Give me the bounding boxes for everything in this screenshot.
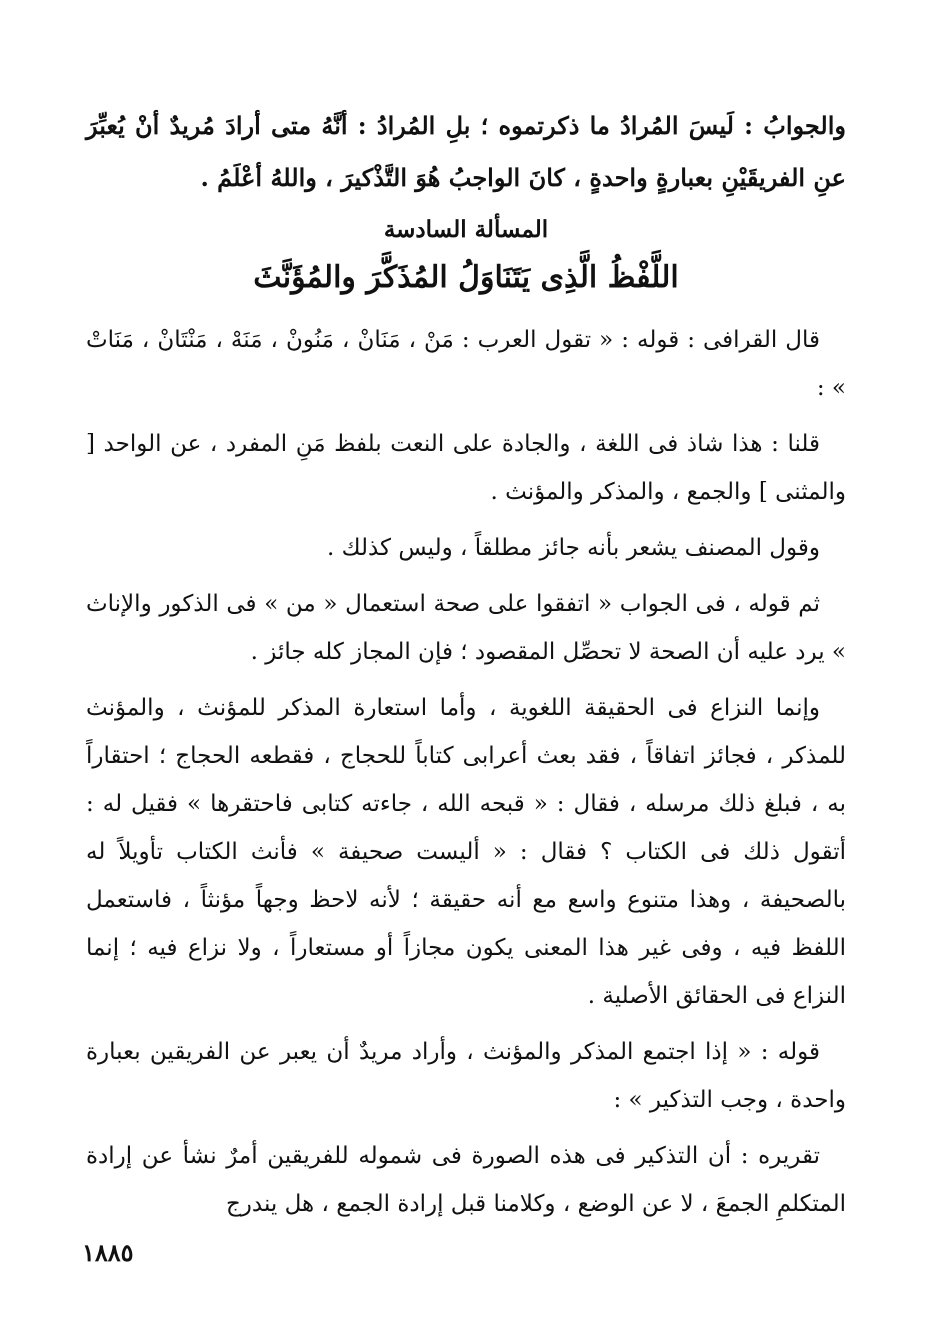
body-paragraph-4: ثم قوله ، فى الجواب « اتفقوا على صحة استعمال « من » فى الذكور والإناث » يرد عليه أن الصحة لا تحصِّل المقصود ؛ فإن المجاز كله جائز . bbox=[86, 591, 846, 665]
body-paragraph-5: وإنما النزاع فى الحقيقة اللغوية ، وأما استعارة المذكر للمؤنث ، والمؤنث للمذكر ، فجائز اتفاقاً ، فقد بعث أعرابى كتاباً للحجاج ، فقطعه الحجاج ؛ احتقاراً به ، فبلغ ذلك مرسله ، فقال : « قبحه الله ، جاءته كتابى فاحتقرها » فقيل له : أتقول ذلك فى الكتاب ؟ فقال : « أليست صحيفة » فأنث الكتاب تأويلاً له بالصحيفة ، وهذا متنوع واسع مع أنه حقيقة ؛ لأنه لاحظ وجهاً مؤنثاً ، فاستعمل اللفظ فيه ، وفى غير هذا المعنى يكون مجازاً أو مستعاراً ، ولا نزاع فيه ؛ إنما النزاع فى الحقائق الأصلية . bbox=[86, 695, 846, 1009]
answer-paragraph: والجوابُ : لَيسَ المُرادُ ما ذكرتموه ؛ بلِ المُرادُ : أنَّهُ متى أرادَ مُريدٌ أنْ يُعبِّرَ عنِ الفريقَيْنِ بعبارةٍ واحدةٍ ، كانَ الواجبُ هُوَ التَّذْكيرَ ، واللهُ أعْلَمُ . bbox=[86, 111, 846, 192]
document-page bbox=[86, 100, 846, 1228]
body-paragraph-1: قال القرافى : قوله : « تقول العرب : مَنْ ، مَنَانْ ، مَنُونْ ، مَنَهْ ، مَنْتَانْ ، مَنَاتْ » : bbox=[86, 327, 846, 401]
body-paragraph-2: قلنا : هذا شاذ فى اللغة ، والجادة على النعت بلفظ مَنِ المفرد ، عن الواحد [ والمثنى ] والجمع ، والمذكر والمؤنث . bbox=[86, 431, 846, 505]
body-paragraph-6: قوله : « إذا اجتمع المذكر والمؤنث ، وأراد مريدٌ أن يعبر عن الفريقين بعبارة واحدة ، وجب التذكير » : bbox=[86, 1039, 846, 1113]
body-paragraph-3: وقول المصنف يشعر بأنه جائز مطلقاً ، وليس كذلك . bbox=[326, 535, 820, 561]
body-paragraph-7: تقريره : أن التذكير فى هذه الصورة فى شموله للفريقين أمرٌ نشأ عن إرادة المتكلمِ الجمعَ ، لا عن الوضع ، وكلامنا قبل إرادة الجمع ، هل يندرج bbox=[86, 1143, 846, 1217]
section-subtitle: اللَّفْظُ الَّذِى يَتَنَاوَلُ المُذَكَّرَ والمُؤَنَّثَ bbox=[253, 260, 679, 295]
page-number: ١٨٨٥ bbox=[82, 1238, 134, 1267]
section-title: المسألة السادسة bbox=[383, 216, 549, 243]
